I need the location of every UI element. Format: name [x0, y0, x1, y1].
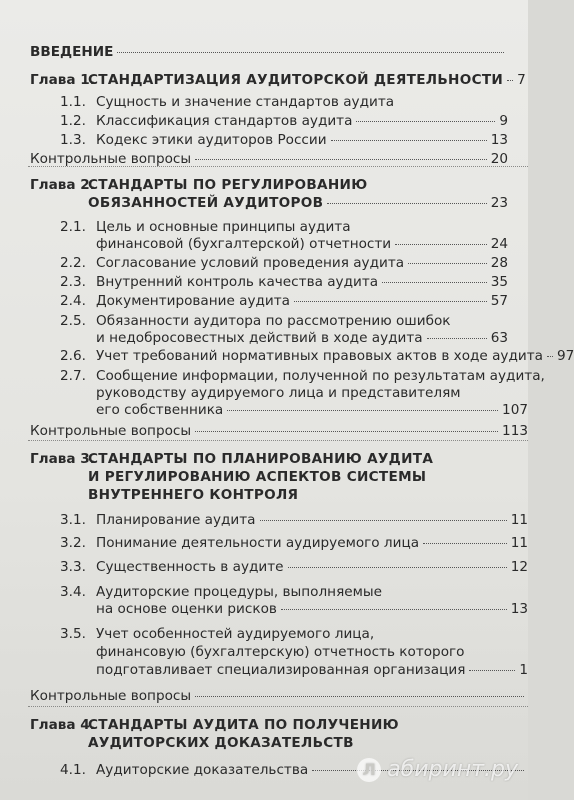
toc-item-3-1 [60, 512, 528, 529]
item-number: 2.1. [60, 219, 86, 235]
item-number: 2.4. [60, 293, 86, 309]
toc-item-2-3 [60, 274, 508, 291]
leader-dots [356, 121, 495, 122]
item-text: Планирование аудита [96, 512, 256, 528]
item-page: 107 [502, 402, 528, 418]
toc-item-2-7-l2 [96, 385, 508, 402]
leader-dots [331, 140, 487, 141]
separator-rule [28, 706, 528, 707]
separator-rule [28, 166, 528, 167]
watermark-text: абиринт.ру [387, 757, 518, 782]
item-page: 24 [490, 236, 508, 252]
item-text: Цель и основные принципы аудита [96, 219, 351, 235]
item-page: 12 [510, 559, 528, 575]
chapter-title: СТАНДАРТЫ АУДИТА ПО ПОЛУЧЕНИЮ [88, 717, 399, 733]
leader-dots [260, 520, 507, 521]
leader-dots [281, 609, 507, 610]
item-number: 1.2. [60, 113, 86, 129]
item-text: Понимание деятельности аудируемого лица [96, 535, 420, 551]
chapter-title-cont: ОБЯЗАННОСТЕЙ АУДИТОРОВ [88, 195, 324, 211]
toc-chapter-4-l2 [88, 735, 528, 752]
toc-chapter-4-l1 [30, 717, 528, 734]
item-text: Сообщение информации, полученной по результатам аудита, [96, 368, 545, 384]
item-page: 13 [490, 132, 508, 148]
leader-dots [547, 356, 553, 357]
item-page: 11 [510, 535, 528, 551]
item-text: Внутренний контроль качества аудита [96, 274, 379, 290]
toc-item-2-1-l1 [60, 219, 508, 236]
leader-dots [327, 203, 486, 204]
labirint-watermark [357, 757, 518, 782]
leader-dots [195, 431, 498, 432]
item-text-cont: и недобросовестных действий в ходе аудита [96, 330, 423, 346]
item-number: 3.2. [60, 535, 86, 551]
item-number: 2.7. [60, 368, 86, 384]
toc-item-2-6 [60, 348, 574, 365]
toc-intro [30, 44, 508, 61]
leader-dots [195, 159, 487, 160]
leader-dots [427, 338, 487, 339]
toc-item-1-3 [60, 132, 508, 149]
item-number: 1.1. [60, 94, 86, 110]
item-text-cont: финансовую (бухгалтерскую) отчетность которого [96, 644, 465, 660]
item-number: 3.5. [60, 626, 86, 642]
toc-item-3-5-l3 [96, 662, 528, 679]
leader-dots [382, 282, 487, 283]
leader-dots [195, 696, 524, 697]
item-text: Существенность в аудите [96, 559, 284, 575]
toc-item-1-1 [60, 94, 508, 111]
chapter-page: 7 [517, 72, 526, 88]
item-page: 13 [510, 601, 528, 617]
intro-label: ВВЕДЕНИЕ [30, 44, 114, 60]
leader-dots [469, 670, 515, 671]
leader-dots [395, 244, 487, 245]
leader-dots [294, 301, 487, 302]
leader-dots [288, 567, 507, 568]
item-page: 35 [490, 274, 508, 290]
chapter-title-cont: И РЕГУЛИРОВАНИЮ АСПЕКТОВ СИСТЕМЫ [88, 469, 427, 485]
toc-item-2-7-l1 [60, 368, 545, 385]
chapter-number: Глава 4. [30, 717, 95, 733]
leader-dots [227, 410, 498, 411]
toc-item-3-4-l2 [96, 601, 528, 618]
toc-chapter-3-l1 [30, 451, 528, 468]
toc-item-3-4-l1 [60, 584, 528, 601]
toc-chapter-1 [30, 72, 526, 89]
toc-chapter-3-l2 [88, 469, 528, 486]
item-number: 4.1. [60, 762, 86, 778]
toc-item-1-2 [60, 113, 508, 130]
toc-review-2 [30, 423, 528, 440]
review-label: Контрольные вопросы [30, 423, 192, 439]
labirint-logo-icon: Л [357, 758, 381, 782]
toc-chapter-2-l2 [88, 195, 508, 212]
item-text-cont: подготавливает специализированная организация [96, 662, 466, 678]
review-page: 113 [502, 423, 528, 439]
item-text: Обязанности аудитора по рассмотрению ошибок [96, 313, 451, 329]
item-number: 2.3. [60, 274, 86, 290]
item-number: 3.3. [60, 559, 86, 575]
item-number: 2.2. [60, 255, 86, 271]
item-page: 28 [490, 255, 508, 271]
item-number: 2.5. [60, 313, 86, 329]
item-text-cont: финансовой (бухгалтерской) отчетности [96, 236, 392, 252]
toc-item-3-5-l2 [96, 644, 528, 661]
item-page: 63 [490, 330, 508, 346]
chapter-number: Глава 3. [30, 451, 95, 467]
chapter-title: СТАНДАРТЫ ПО РЕГУЛИРОВАНИЮ [88, 177, 368, 193]
leader-dots [117, 52, 504, 53]
item-text: Аудиторские доказательства [96, 762, 309, 778]
toc-item-2-4 [60, 293, 508, 310]
toc-item-2-1-l2 [96, 236, 508, 253]
chapter-title: СТАНДАРТЫ ПО ПЛАНИРОВАНИЮ АУДИТА [88, 451, 434, 467]
item-text: Учет особенностей аудируемого лица, [96, 626, 375, 642]
chapter-title-cont: ВНУТРЕННЕГО КОНТРОЛЯ [88, 487, 299, 503]
item-text: Кодекс этики аудиторов России [96, 132, 327, 148]
item-text: Учет требований нормативных правовых актов в ходе аудита [96, 348, 543, 364]
review-label: Контрольные вопросы [30, 688, 192, 704]
toc-item-3-3 [60, 559, 528, 576]
item-text-cont: на основе оценки рисков [96, 601, 277, 617]
toc-chapter-2-l1 [30, 177, 508, 194]
separator-rule [28, 440, 528, 441]
item-page: 9 [499, 113, 508, 129]
toc-item-3-2 [60, 535, 528, 552]
leader-dots [408, 263, 487, 264]
item-page: 1 [519, 662, 528, 678]
chapter-number: Глава 1. [30, 72, 95, 88]
item-text: Согласование условий проведения аудита [96, 255, 405, 271]
chapter-page: 23 [490, 195, 508, 211]
item-text: Сущность и значение стандартов аудита [96, 94, 395, 110]
review-label: Контрольные вопросы [30, 151, 192, 167]
chapter-title-cont: АУДИТОРСКИХ ДОКАЗАТЕЛЬСТВ [88, 735, 354, 751]
leader-dots [423, 543, 507, 544]
chapter-number: Глава 2. [30, 177, 95, 193]
leader-dots [507, 80, 513, 81]
toc-item-2-7-l3 [96, 402, 528, 419]
item-text-cont: руководству аудируемого лица и представителям [96, 385, 461, 401]
item-number: 3.1. [60, 512, 86, 528]
toc-review-3 [30, 688, 528, 705]
toc-item-3-5-l1 [60, 626, 528, 643]
toc-chapter-3-l3 [88, 487, 528, 504]
item-page: 97 [556, 348, 574, 364]
chapter-title: СТАНДАРТИЗАЦИЯ АУДИТОРСКОЙ ДЕЯТЕЛЬНОСТИ [88, 72, 504, 88]
toc-item-2-2 [60, 255, 508, 272]
item-number: 2.6. [60, 348, 86, 364]
item-page: 11 [510, 512, 528, 528]
item-text: Документирование аудита [96, 293, 291, 309]
toc-item-2-5-l1 [60, 313, 508, 330]
item-text: Классификация стандартов аудита [96, 113, 353, 129]
review-page: 20 [490, 151, 508, 167]
toc-item-2-5-l2 [96, 330, 508, 347]
item-text: Аудиторские процедуры, выполняемые [96, 584, 382, 600]
item-page: 57 [490, 293, 508, 309]
item-number: 1.3. [60, 132, 86, 148]
item-number: 3.4. [60, 584, 86, 600]
item-text-cont: его собственника [96, 402, 224, 418]
